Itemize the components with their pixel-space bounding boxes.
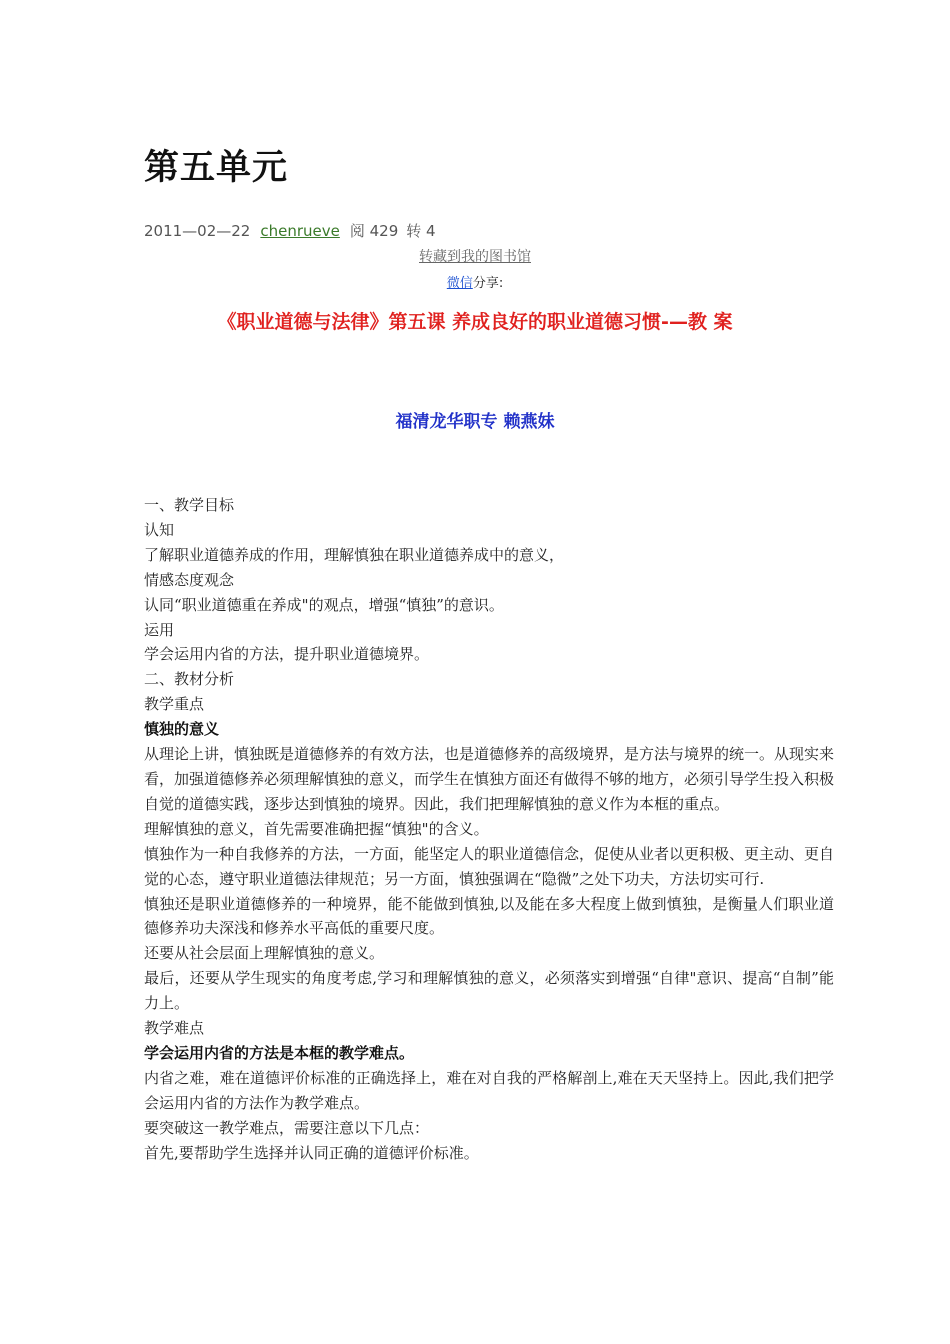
paragraph: 要突破这一教学难点，需要注意以下几点： (144, 1118, 430, 1137)
paragraph: 慎独作为一种自我修养的方法，一方面，能坚定人的职业道德信念，促使从业者以更积极、更主动、更自觉的心态，遵守职业道德法律规范；另一方面，慎独强调在“隐微”之处下功夫，方法切实可行. (144, 844, 835, 888)
page-title: 第五单元 (144, 147, 289, 188)
save-to-library (0, 246, 950, 266)
paragraph: 内省之难，难在道德评价标准的正确选择上，难在对自我的严格解剖上,难在天天坚持上。因此,我们把学会运用内省的方法作为教学难点。 (144, 1068, 834, 1112)
paragraph: 从理论上讲，慎独既是道德修养的有效方法，也是道德修养的高级境界，是方法与境界的统一。从现实来看，加强道德修养必须理解慎独的意义，而学生在慎独方面还有做得不够的地方，必须引导学生投入积极自觉的道德实践，逐步达到慎独的境界。因此，我们把理解慎独的意义作为本框的重点。 (144, 745, 835, 813)
paragraph: 最后，还要从学生现实的角度考虑,学习和理解慎独的意义，必须落实到增强“自律"意识、提高“自制”能力上。 (144, 969, 834, 1013)
subheading: 情感态度观念 (144, 570, 235, 589)
paragraph: 认同“职业道德重在养成"的观点，增强“慎独”的意识。 (144, 595, 504, 614)
paragraph: 了解职业道德养成的作用，理解慎独在职业道德养成中的意义， (144, 545, 565, 564)
save-to-library-link[interactable]: 转藏到我的图书馆 (419, 249, 531, 265)
author-link[interactable]: chenrueve (260, 222, 340, 240)
wechat-share-link[interactable]: 微信 (446, 276, 473, 291)
publish-date: 2011—02—22 (144, 222, 251, 240)
paragraph: 首先,要帮助学生选择并认同正确的道德评价标准。 (144, 1143, 479, 1162)
paragraph: 慎独还是职业道德修养的一种境界，能不能做到慎独,以及能在多大程度上做到慎独，是衡量人们职业道德修养功夫深浅和修养水平高低的重要尺度。 (144, 894, 834, 938)
section-heading: 一、教学目标 (144, 496, 235, 514)
lesson-title: 《职业道德与法律》第五课 养成良好的职业道德习惯-—教 案 (217, 311, 733, 333)
paragraph: 还要从社会层面上理解慎独的意义。 (144, 944, 385, 963)
author-line: 福清龙华职专 赖燕妹 (395, 412, 555, 432)
paragraph: 学会运用内省的方法，提升职业道德境界。 (144, 645, 430, 664)
subheading: 教学重点 (144, 695, 205, 714)
subheading: 运用 (144, 620, 175, 639)
bold-heading: 学会运用内省的方法是本框的教学难点。 (144, 1043, 415, 1062)
article-meta (144, 220, 436, 241)
share-row (0, 272, 950, 291)
section-heading: 二、教材分析 (144, 670, 235, 689)
subheading: 教学难点 (144, 1019, 205, 1038)
subheading: 认知 (144, 520, 175, 539)
repost-count: 转 4 (406, 222, 436, 240)
bold-heading: 慎独的意义 (144, 720, 220, 739)
share-label: 分享: (472, 276, 504, 291)
paragraph: 理解慎独的意义，首先需要准确把握“慎独"的含义。 (144, 819, 489, 838)
article-body (144, 493, 834, 1165)
read-count: 阅 429 (349, 222, 399, 240)
